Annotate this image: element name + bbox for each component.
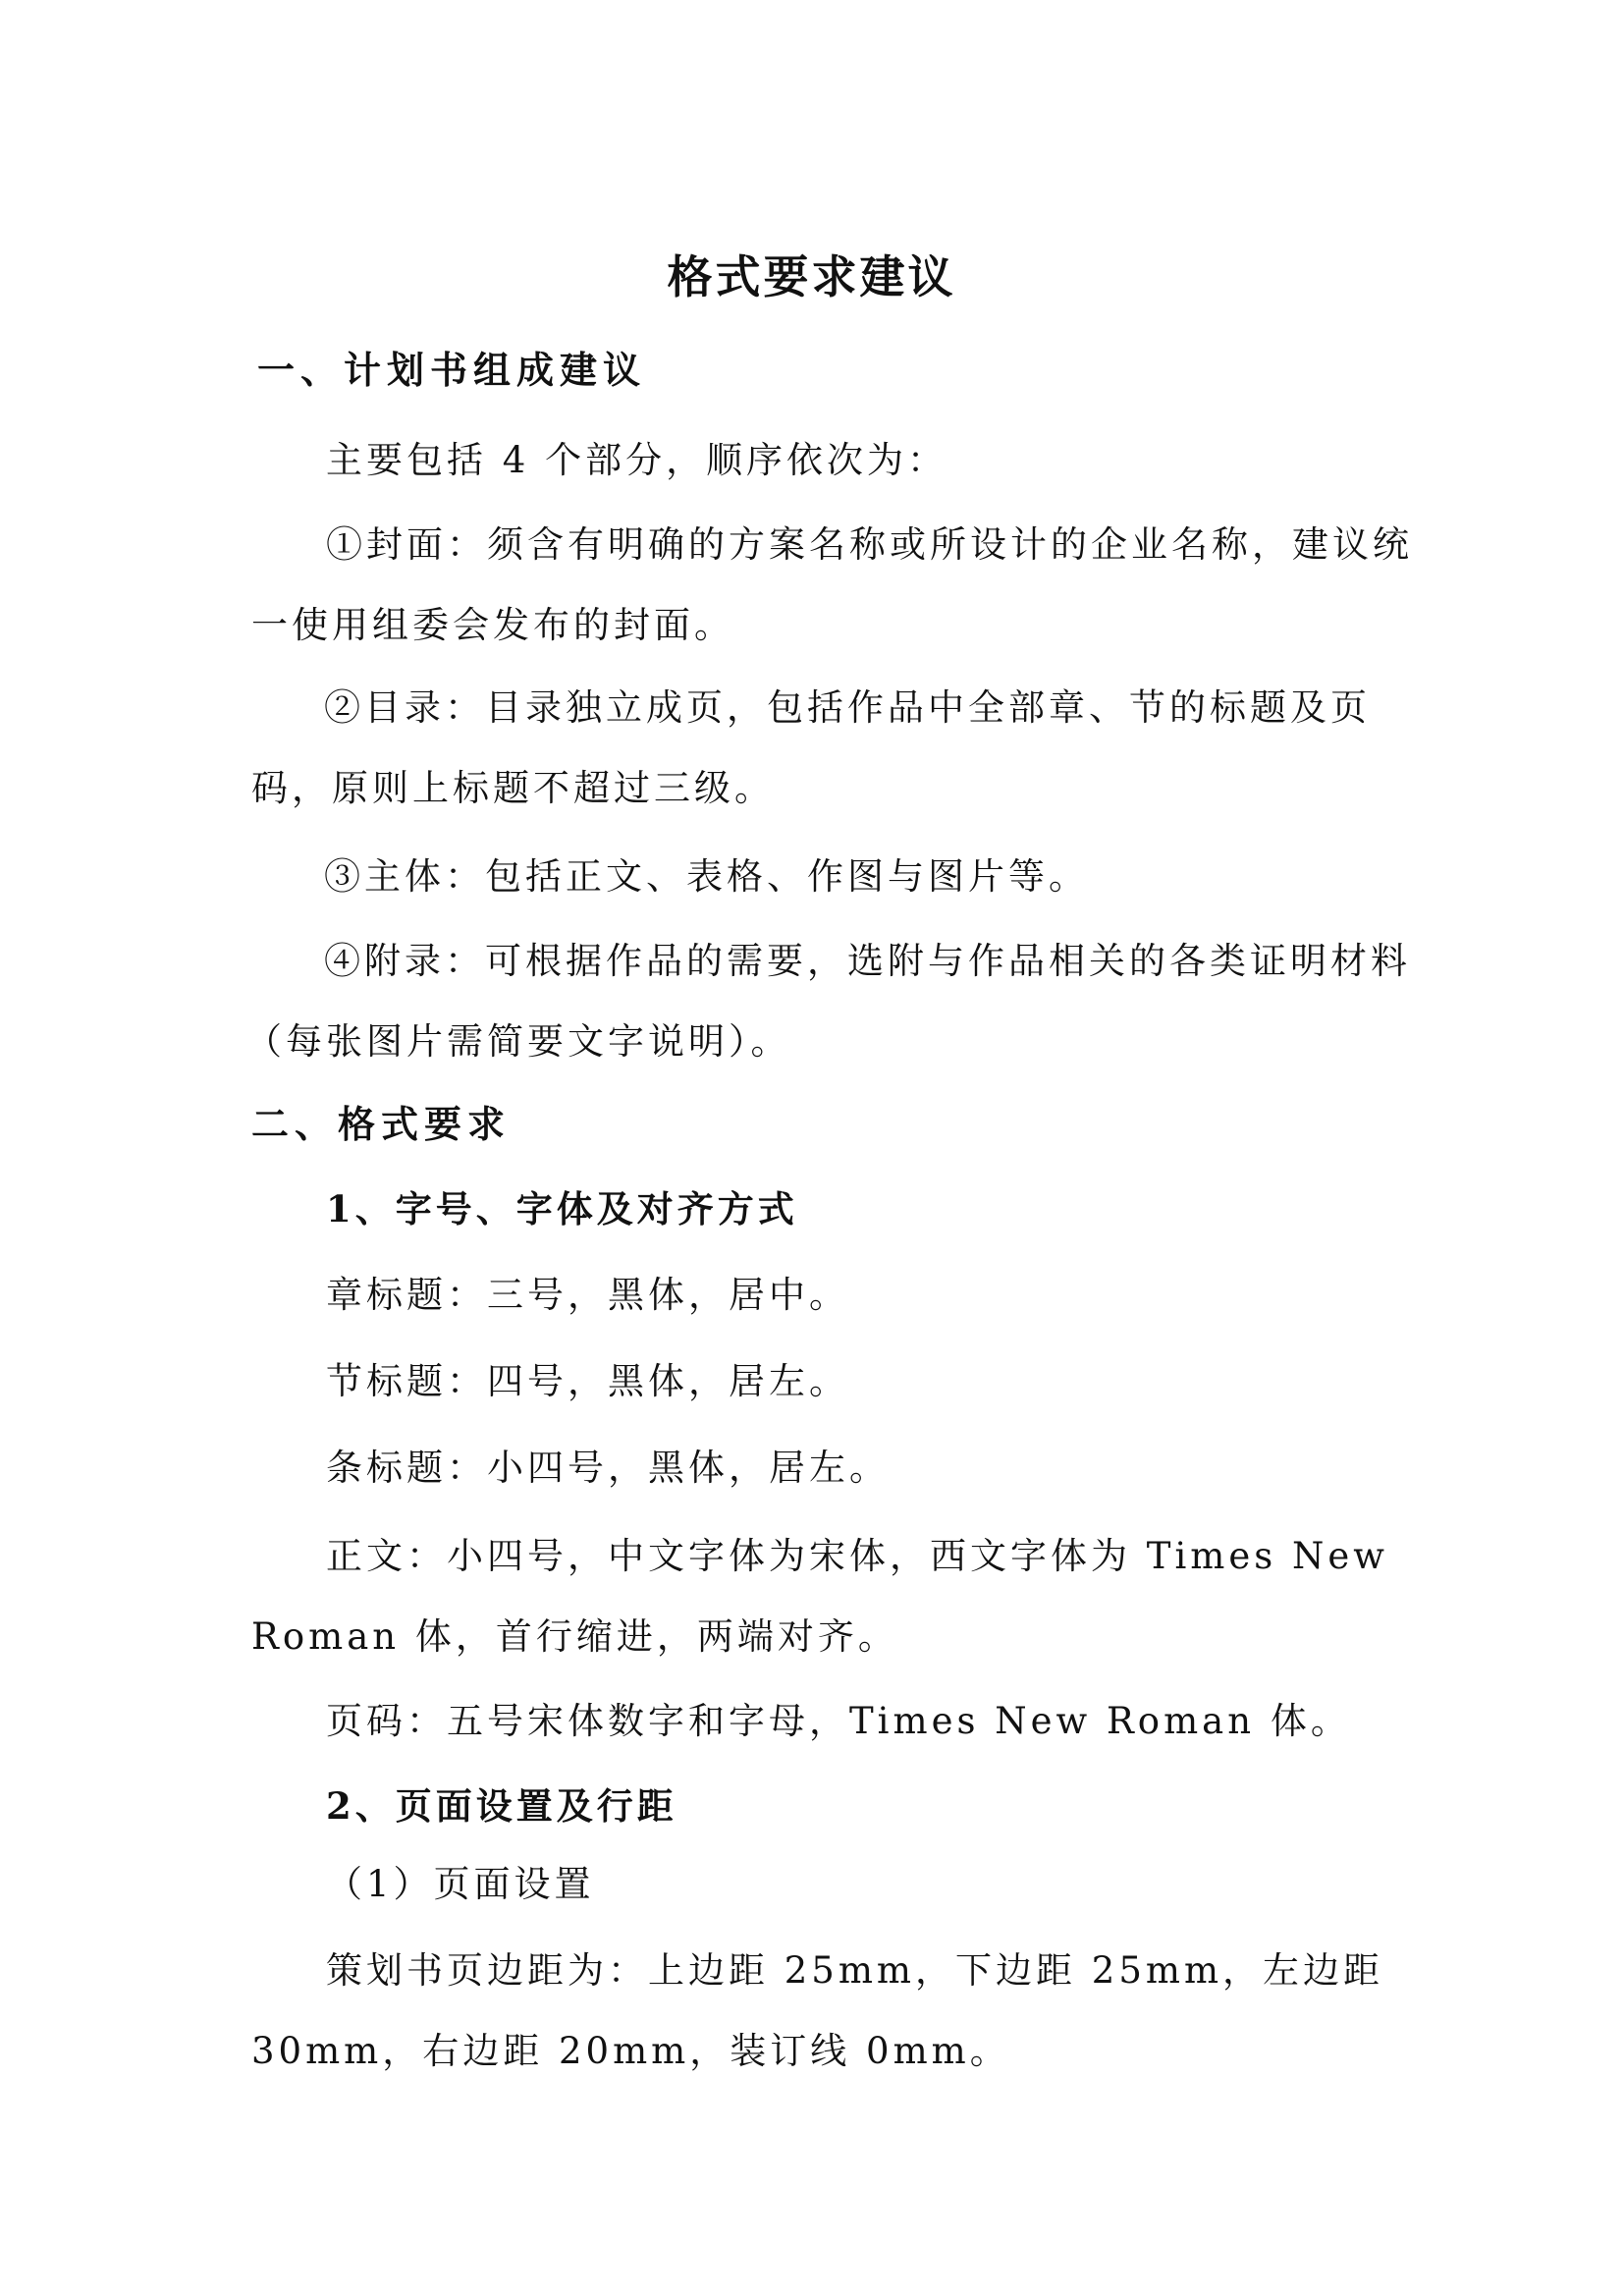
paragraph-line: ②目录：目录独立成页，包括作品中全部章、节的标题及页 (324, 686, 1371, 729)
paragraph-line: 策划书页边距为：上边距 25mm，下边距 25mm，左边距 (326, 1949, 1384, 1992)
paragraph-line: 一使用组委会发布的封面。 (251, 604, 734, 646)
subsection-heading-page-setup: 2、页面设置及行距 (326, 1784, 677, 1828)
paragraph-line: 页码：五号宋体数字和字母，Times New Roman 体。 (326, 1700, 1351, 1742)
paragraph-line: ③主体：包括正文、表格、作图与图片等。 (324, 855, 1089, 898)
paragraph-line: 30mm，右边距 20mm，装订线 0mm。 (251, 2030, 1010, 2072)
paragraph-line: ①封面：须含有明确的方案名称或所设计的企业名称，建议统 (326, 523, 1413, 566)
paragraph-line: 条标题：小四号，黑体，居左。 (326, 1447, 890, 1489)
paragraph-line: 节标题：四号，黑体，居左。 (326, 1360, 849, 1402)
section-heading-format: 二、格式要求 (251, 1103, 512, 1146)
paragraph-line: Roman 体，首行缩进，两端对齐。 (251, 1615, 898, 1658)
section-heading-composition: 一、计划书组成建议 (257, 349, 647, 392)
document-title: 格式要求建议 (667, 250, 956, 303)
paragraph-line: （每张图片需简要文字说明）。 (245, 1020, 791, 1063)
paragraph-line: 正文：小四号，中文字体为宋体，西文字体为 Times New (326, 1535, 1388, 1577)
paragraph-line: 主要包括 4 个部分，顺序依次为： (326, 439, 948, 481)
paragraph-line: ④附录：可根据作品的需要，选附与作品相关的各类证明材料 (324, 940, 1411, 982)
subsection-heading-fonts: 1、字号、字体及对齐方式 (326, 1187, 798, 1230)
paragraph-line: 码，原则上标题不超过三级。 (251, 767, 775, 809)
paragraph-line: （1）页面设置 (326, 1863, 595, 1905)
paragraph-line: 章标题：三号，黑体，居中。 (326, 1274, 849, 1316)
